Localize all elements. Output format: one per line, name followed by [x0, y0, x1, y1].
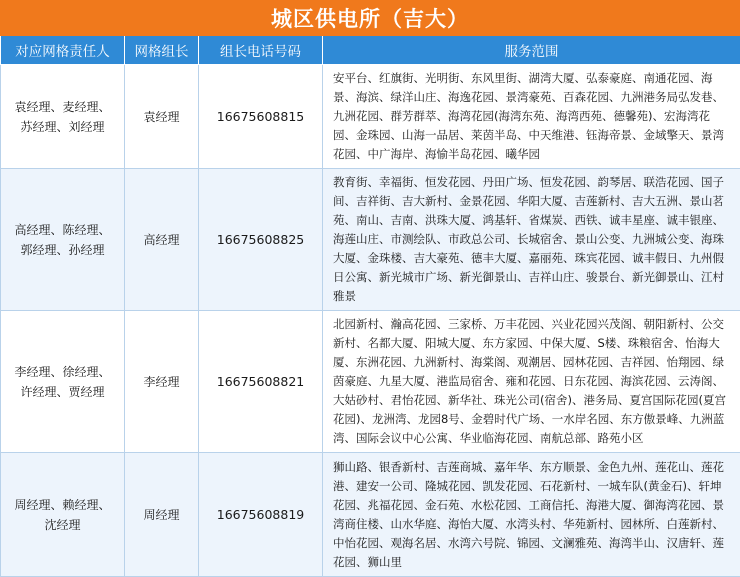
responsible-names: 高经理、陈经理、郭经理、孙经理: [1, 169, 125, 311]
table-row: [1, 169, 740, 311]
table-row: [1, 453, 740, 577]
grid-leader: 高经理: [125, 169, 199, 311]
responsible-names: 周经理、赖经理、沈经理: [1, 453, 125, 577]
header-phone: 组长电话号码: [199, 36, 323, 65]
responsible-names: 李经理、徐经理、许经理、贾经理: [1, 311, 125, 453]
responsible-names: 袁经理、麦经理、苏经理、刘经理: [1, 65, 125, 169]
service-area-table: [0, 36, 740, 577]
table-row: [1, 65, 740, 169]
grid-leader: 周经理: [125, 453, 199, 577]
leader-phone: 16675608821: [199, 311, 323, 453]
table-header-row: [1, 36, 740, 65]
leader-phone: 16675608825: [199, 169, 323, 311]
service-area: 安平台、红旗街、光明街、东风里街、湖湾大厦、弘泰豪庭、南通花园、海景、海滨、绿洋山庄、海逸花园、景湾豪苑、百森花园、九洲港务局弘发巷、九洲花园、群芳群萃、海湾花园(海湾东苑、海湾西苑、德馨苑)、宏海湾花园、金珠园、山海一品居、莱茵半岛、中天维港、钰海帝景、金域擎天、景湾花园、中广海岸、海愉半岛花园、曦华园: [323, 65, 740, 169]
service-area: 教育街、幸福街、恒发花园、丹田广场、恒发花园、韵琴居、联浩花园、国子间、吉祥街、吉大新村、金景花园、华阳大厦、吉莲新村、吉大五洲、景山茗苑、南山、吉南、洪珠大厦、鸿基轩、省煤炭、西铁、诚丰星座、诚丰银座、海莲山庄、市测绘队、市政总公司、长城宿舍、景山公变、九洲城公变、海珠大厦、金珠楼、吉大豪苑、德丰大厦、嘉丽苑、珠宾花园、诚丰假日、九州假日公寓、新光城市广场、新光御景山、吉祥山庄、骏景台、新光御景山、江村雅景: [323, 169, 740, 311]
service-area: 北园新村、瀚高花园、三家桥、万丰花园、兴业花园兴茂阁、朝阳新村、公交新村、名都大厦、阳城大厦、东方家园、中保大厦、S楼、珠粮宿舍、怡海大厦、东洲花园、九洲新村、海棠阁、观潮居、园林花园、吉祥园、怡翔园、绿茵豪庭、九星大厦、港监局宿舍、雍和花园、日东花园、海滨花园、云涛阁、大姑砂村、君怡花园、新华社、珠光公司(宿舍)、港务局、夏宫国际花园(夏宫花园)、龙洲湾、龙园8号、金碧时代广场、一水岸名园、东方傲景峰、九洲蓝湾、国际会议中心公寓、华业临海花园、南航总部、路苑小区: [323, 311, 740, 453]
grid-leader: 李经理: [125, 311, 199, 453]
service-area: 狮山路、银香新村、吉莲商城、嘉年华、东方顺景、金色九州、莲花山、莲花港、建安一公司、隆城花园、凯发花园、石花新村、一城车队(黄金石)、轩坤花园、兆福花园、金石苑、水松花园、工商信托、海港大厦、御海湾花园、景湾商住楼、山水华庭、海怡大厦、水湾头村、华苑新村、园林所、白莲新村、中怡花园、观海名居、水湾六号院、锦园、文澜雅苑、海湾半山、汉唐轩、莲花园、狮山里: [323, 453, 740, 577]
table-row: [1, 311, 740, 453]
leader-phone: 16675608815: [199, 65, 323, 169]
header-leader: 网格组长: [125, 36, 199, 65]
header-responsible: 对应网格责任人: [1, 36, 125, 65]
leader-phone: 16675608819: [199, 453, 323, 577]
header-service-area: 服务范围: [323, 36, 740, 65]
page-title: 城区供电所（吉大）: [0, 0, 740, 36]
grid-leader: 袁经理: [125, 65, 199, 169]
